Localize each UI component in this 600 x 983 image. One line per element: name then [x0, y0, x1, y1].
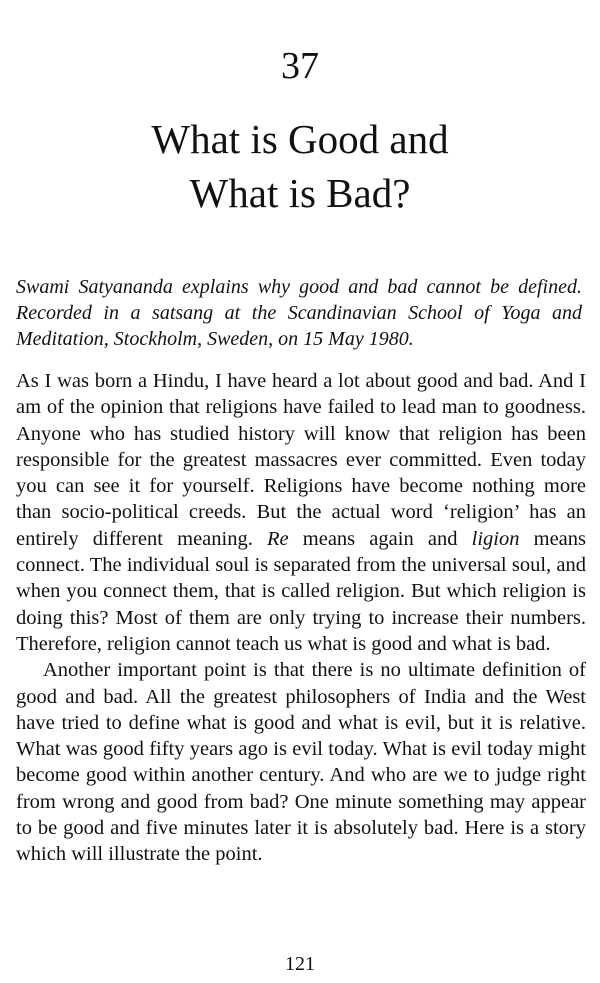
paragraph-1-term-re: Re — [267, 527, 289, 550]
paragraph-1-text-b: means again and — [288, 527, 472, 550]
paragraph-1-term-ligion: ligion — [471, 527, 520, 550]
chapter-intro: Swami Satyananda explains why good and bad cannot be defined. Recorded in a satsang at the Scandinavian School of Yoga and Meditation, Stockholm, Sweden, on 15 May 1980. — [16, 276, 582, 350]
chapter-title — [0, 112, 600, 220]
paragraph-1-text-c: means connect. The individual soul is separated from the universal soul, and when you connect them, that is called religion. But which religion is doing this? Most of them are only trying to increase their numbers. Therefore, religion cannot teach us what is good and what is bad. — [16, 527, 586, 655]
chapter-number: 37 — [281, 45, 319, 87]
chapter-title-line-2: What is Bad? — [189, 170, 411, 216]
body-text — [16, 368, 586, 868]
paragraph-1-text-a: As I was born a Hindu, I have heard a lot about good and bad. And I am of the opinion that religions have failed to lead man to goodness. Anyone who has studied history will know that religion has been responsible for the greatest massacres ever committed. Even today you can see it for yourself. Religions have become nothing more than socio-political creeds. But the actual word ‘religion’ has an entirely different meaning. — [16, 370, 586, 550]
chapter-title-line-1: What is Good and — [151, 116, 449, 162]
page-number: 121 — [285, 953, 315, 975]
paragraph-2: Another important point is that there is no ultimate definition of good and bad. All the greatest philosophers of India and the West have tried to define what is good and what is evil, but it is relative. What was good fifty years ago is evil today. What is evil today might become good within another century. And who are we to judge right from wrong and good from bad? One minute something may appear to be good and five minutes later it is absolutely bad. Here is a story which will illustrate the point. — [16, 659, 586, 866]
paragraph-1 — [16, 368, 586, 657]
